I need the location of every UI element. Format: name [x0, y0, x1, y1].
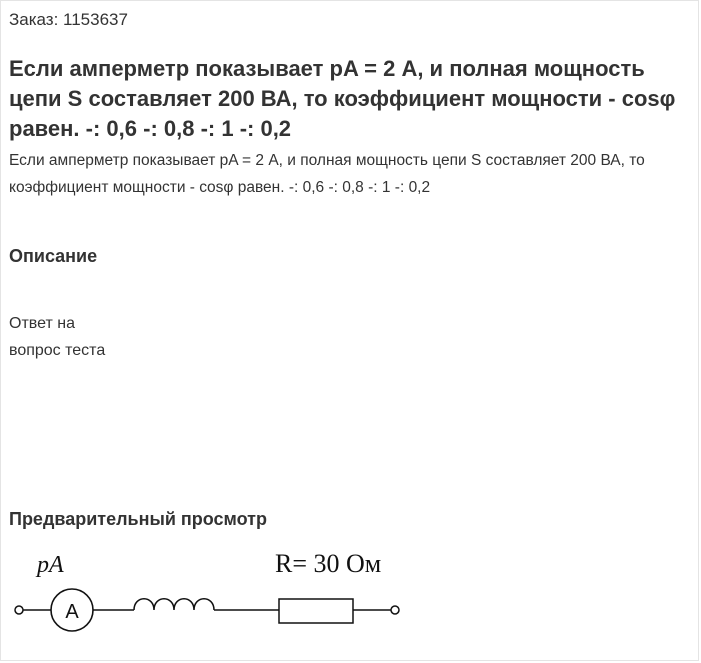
order-number: Заказ: 1153637 [9, 10, 128, 29]
question-text: Если амперметр показывает pA = 2 А, и полная мощность цепи S составляет 200 ВА, то коэффициент мощности - cosφ равен. -: 0,6 -: 0,8 -: 1 -: 0,2 [9, 152, 645, 196]
resistor-icon [279, 599, 353, 623]
page-title: Если амперметр показывает pA = 2 А, и полная мощность цепи S составляет 200 ВА, то коэффициент мощности - cosφ равен. -: 0,6 -: 0,8 -: 1 -: 0,2 [9, 56, 676, 141]
resistor-label: R= 30 Ом [275, 549, 382, 578]
circuit-preview [9, 540, 429, 660]
answer-line-1: Ответ на [9, 315, 75, 332]
ammeter-label: pA [37, 552, 64, 578]
inductor-icon [134, 599, 214, 610]
ammeter-letter: A [65, 601, 79, 623]
description-heading: Описание [9, 246, 98, 266]
terminal-left [15, 606, 23, 614]
terminal-right [391, 606, 399, 614]
answer-text [9, 310, 105, 364]
preview-heading: Предварительный просмотр [9, 509, 267, 529]
answer-line-2: вопрос теста [9, 342, 106, 359]
